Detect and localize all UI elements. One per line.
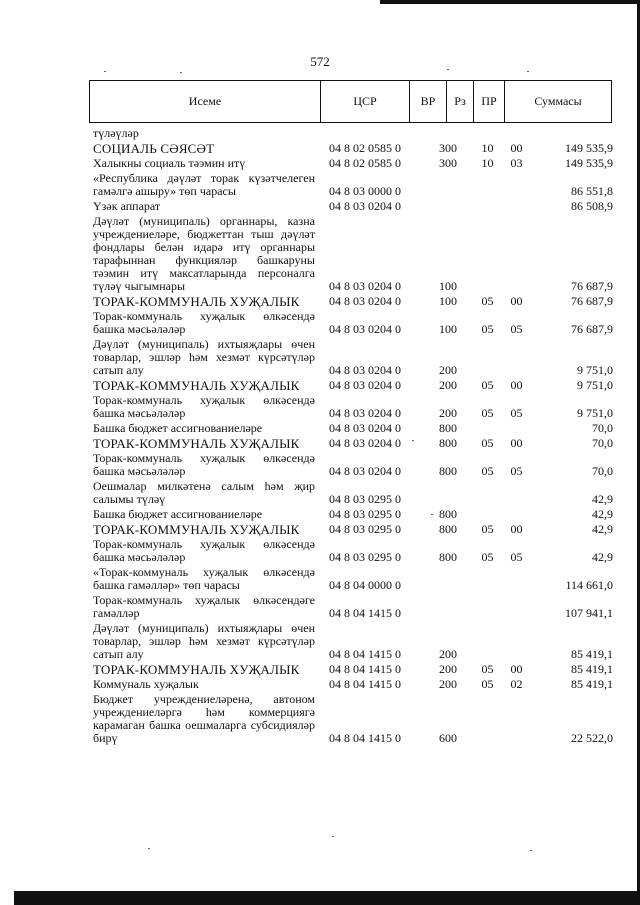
cell-pr: 00 [510,662,523,676]
cell-sum: 85 419,1 [571,677,613,691]
cell-name: Дәүләт (муниципаль) ихтыяҗлары өчен товарлар, эшләр һәм хезмәт күрсәтүләр сатып алу [93,621,315,661]
table-row [93,437,613,452]
cell-csr: 04 8 04 1415 0 [329,647,401,661]
cell-csr: 04 8 02 0585 0 [329,141,401,155]
cell-csr: 04 8 03 0204 0 [329,363,401,377]
header-pr: ПР [481,94,497,108]
cell-sum: 42,9 [592,492,613,506]
cell-vr: 800 [439,507,457,521]
table-row [93,157,613,172]
cell-name: «Республика дәүләт торак күзәтчелеген гамәлгә ашыру» төп чарасы [93,171,315,198]
cell-name: Дәүләт (муниципаль) органнары, казна учреждениеләре, бюджеттан тыш дәүләт фондлары белән идарә итү органнары тарафыннан функцияләр башкаруны тәэмин итү максатларында персоналга түләү чыгымнары [93,214,315,293]
cell-pr: 05 [510,322,523,336]
table-row [93,663,613,678]
cell-csr: 04 8 04 1415 0 [329,662,401,676]
cell-name: Оешмалар милкәтенә салым һәм җир салымы түләү [93,479,315,506]
cell-csr: 04 8 03 0204 0 [329,406,401,420]
cell-rz: 05 [481,436,494,450]
cell-csr: 04 8 02 0585 0 [329,156,401,170]
cell-pr: 05 [510,464,523,478]
cell-name: СОЦИАЛЬ СӘЯСӘТ [93,141,215,156]
header-rz: Рз [454,94,466,108]
cell-sum: 149 535,9 [565,141,613,155]
cell-name: ТОРАК-КОММУНАЛЬ ХУҖАЛЫК [93,522,300,537]
cell-pr: 00 [510,294,523,308]
cell-vr: 100 [439,279,457,293]
cell-sum: 22 522,0 [571,731,613,745]
cell-csr: 04 8 03 0204 0 [329,436,401,450]
cell-csr: 04 8 03 0204 0 [329,199,401,213]
table-row [93,394,613,422]
cell-csr: 04 8 03 0204 0 [329,421,401,435]
cell-vr: 100 [439,294,457,308]
cell-csr: 04 8 03 0295 0 [329,492,401,506]
cell-name: Халыкны социаль тәэмин итү [93,156,246,170]
cell-rz: 05 [481,522,494,536]
cell-name: Торак-коммуналь хуҗалык өлкәсендә башка мәсьәләләр [93,309,315,336]
cell-sum: 149 535,9 [565,156,613,170]
table-row [93,379,613,394]
cell-name: Коммуналь хуҗалык [93,677,199,691]
cell-rz: 05 [481,322,494,336]
cell-rz: 10 [481,141,494,155]
cell-vr: 200 [439,677,457,691]
cell-vr: 800 [439,436,457,450]
cell-rz: 05 [481,406,494,420]
table-row [93,452,613,480]
scan-speck [527,71,529,72]
cell-sum: 70,0 [592,421,613,435]
scan-speck [180,72,182,73]
cell-csr: 04 8 03 0295 0 [329,550,401,564]
cell-vr: 800 [439,421,457,435]
table-row [93,538,613,566]
cell-csr: 04 8 04 1415 0 [329,677,401,691]
cell-sum: 85 419,1 [571,647,613,661]
cell-pr: 00 [510,522,523,536]
cell-name: Башка бюджет ассигнованиеләре [93,421,263,435]
header-csr: ЦСР [353,94,377,108]
table-row [93,172,613,200]
cell-pr: 00 [510,378,523,392]
scan-speck [447,69,449,70]
cell-name: Үзәк аппарат [93,199,161,213]
cell-sum: 9 751,0 [577,406,613,420]
table-row [93,200,613,215]
cell-sum: 85 419,1 [571,662,613,676]
cell-name: Торак-коммуналь хуҗалык өлкәсендәге гамәлләр [93,593,315,620]
cell-sum: 70,0 [592,436,613,450]
cell-name: Торак-коммуналь хуҗалык өлкәсендә башка мәсьәләләр [93,537,315,564]
table-row [93,142,613,157]
cell-sum: 42,9 [592,507,613,521]
cell-sum: 76 687,9 [571,322,613,336]
cell-pr: 05 [510,550,523,564]
cell-rz: 05 [481,378,494,392]
cell-name: Дәүләт (муниципаль) ихтыяҗлары өчен товарлар, эшләр һәм хезмәт күрсәтүләр сатып алу [93,337,315,377]
cell-vr: 300 [439,141,457,155]
cell-name: «Торак-коммуналь хуҗалык өлкәсендә башка гамәлләр» төп чарасы [93,565,315,592]
table-row [93,127,613,142]
cell-name: ТОРАК-КОММУНАЛЬ ХУҖАЛЫК [93,294,300,309]
header-vr: ВР [420,94,436,108]
cell-sum: 86 551,8 [571,184,613,198]
cell-pr: 05 [510,406,523,420]
cell-vr: 200 [439,363,457,377]
cell-sum: 9 751,0 [577,363,613,377]
cell-sum: 107 941,1 [565,606,613,620]
page-number: 572 [310,54,330,69]
cell-csr: 04 8 03 0204 0 [329,294,401,308]
cell-rz: 05 [481,662,494,676]
table-row [93,678,613,693]
cell-csr: 04 8 04 1415 0 [329,731,401,745]
scan-border-bottom [14,891,640,905]
cell-vr: 800 [439,522,457,536]
cell-csr: 04 8 04 1415 0 [329,606,401,620]
scan-border-top [380,0,640,4]
table-row [93,566,613,594]
cell-vr: 300 [439,156,457,170]
table-row [93,215,613,295]
cell-rz: 05 [481,677,494,691]
scan-speck [148,848,150,849]
table-row [93,422,613,437]
scan-speck [530,850,532,851]
cell-name: ТОРАК-КОММУНАЛЬ ХУҖАЛЫК [93,436,300,451]
cell-csr: 04 8 03 0204 0 [329,279,401,293]
cell-rz: 05 [481,294,494,308]
cell-rz: 05 [481,464,494,478]
cell-vr: 200 [439,378,457,392]
cell-csr: 04 8 04 0000 0 [329,578,401,592]
cell-csr: 04 8 03 0204 0 [329,464,401,478]
cell-name: ТОРАК-КОММУНАЛЬ ХУҖАЛЫК [93,662,300,677]
cell-name: түләүләр [93,126,139,140]
cell-pr: 00 [510,141,523,155]
cell-csr: 04 8 03 0204 0 [329,378,401,392]
table-row [93,480,613,508]
cell-sum: 76 687,9 [571,279,613,293]
cell-vr: 800 [439,550,457,564]
cell-name: Торак-коммуналь хуҗалык өлкәсендә башка мәсьәләләр [93,451,315,478]
cell-vr: 600 [439,731,457,745]
table-body [93,127,613,747]
cell-pr: 00 [510,436,523,450]
cell-rz: 10 [481,156,494,170]
cell-pr: 03 [510,156,523,170]
scan-speck [104,71,106,72]
header-sum: Суммасы [534,94,582,108]
table-row [93,310,613,338]
table-row [93,622,613,663]
cell-csr: 04 8 03 0000 0 [329,184,401,198]
cell-vr: 200 [439,406,457,420]
cell-name: Торак-коммуналь хуҗалык өлкәсендә башка мәсьәләләр [93,393,315,420]
cell-sum: 76 687,9 [571,294,613,308]
cell-csr: 04 8 03 0295 0 [329,522,401,536]
scan-speck [332,836,334,837]
cell-sum: 42,9 [592,550,613,564]
header-name: Исеме [188,94,222,108]
cell-pr: 02 [510,677,523,691]
cell-vr: 200 [439,662,457,676]
cell-sum: 9 751,0 [577,378,613,392]
cell-name: Бюджет учреждениеләренә, автоном учреждениеләргә һәм коммерциягә карамаган башка оешмаларга субсидияләр бирү [93,692,315,745]
cell-vr: 100 [439,322,457,336]
cell-name: ТОРАК-КОММУНАЛЬ ХУҖАЛЫК [93,378,300,393]
cell-vr: 200 [439,647,457,661]
scan-speck [431,514,433,515]
cell-rz: 05 [481,550,494,564]
table-row [93,295,613,310]
cell-sum: 86 508,9 [571,199,613,213]
table-row [93,594,613,622]
scan-speck [412,440,414,441]
cell-sum: 114 661,0 [565,578,613,592]
table-row [93,508,613,523]
table-row [93,693,613,747]
cell-name: Башка бюджет ассигнованиеләре [93,507,263,521]
table-row [93,523,613,538]
cell-sum: 42,9 [592,522,613,536]
cell-sum: 70,0 [592,464,613,478]
table-header [89,80,612,123]
cell-csr: 04 8 03 0295 0 [329,507,401,521]
cell-vr: 800 [439,464,457,478]
cell-csr: 04 8 03 0204 0 [329,322,401,336]
table-row [93,338,613,379]
